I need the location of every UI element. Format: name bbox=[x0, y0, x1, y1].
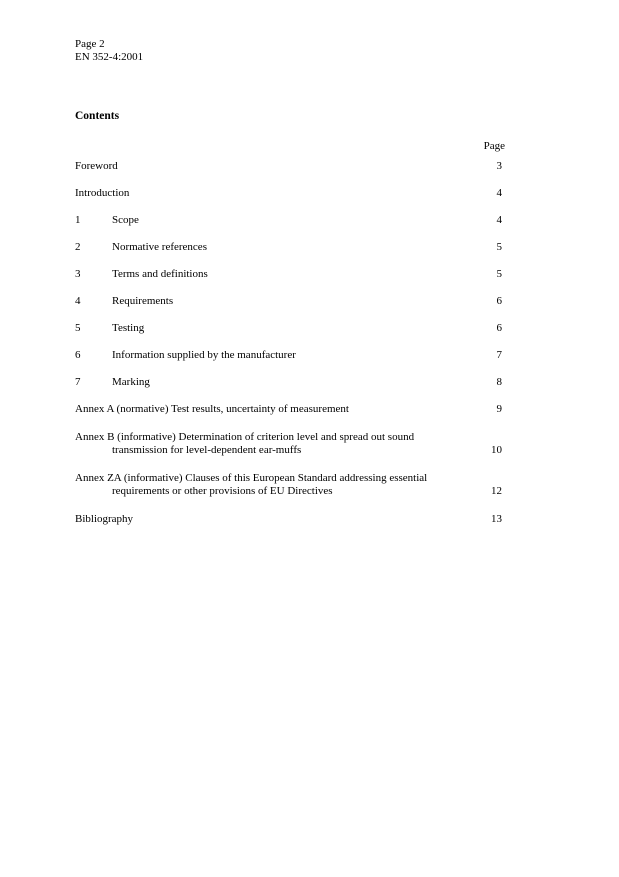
contents-title: Contents bbox=[75, 110, 120, 122]
page-number: Page 2 bbox=[75, 38, 105, 50]
toc-entry-title-line2: requirements or other provisions of EU Directives bbox=[112, 485, 333, 497]
toc-entry-annex-za[interactable] bbox=[75, 472, 504, 498]
page-header bbox=[75, 38, 143, 64]
toc-entry-title: Requirements bbox=[112, 295, 174, 307]
page-column-label: Page bbox=[483, 140, 505, 152]
toc-entry-page: 5 bbox=[496, 241, 502, 253]
toc-entry-number: 6 bbox=[75, 349, 81, 361]
toc-entry-page: 4 bbox=[496, 187, 502, 199]
toc-entry-page: 13 bbox=[491, 513, 502, 525]
toc-entry-page: 3 bbox=[496, 160, 502, 172]
toc-entry-title-line1: Annex B (informative) Determination of criterion level and spread out sound bbox=[75, 431, 415, 443]
toc-entry-title: Foreword bbox=[75, 160, 118, 172]
toc-entry-number: 1 bbox=[75, 214, 81, 226]
toc-entry-title: Scope bbox=[112, 214, 139, 226]
toc-entry-title bbox=[75, 431, 485, 457]
toc-entry-title: Testing bbox=[112, 322, 145, 334]
toc-entry-page: 6 bbox=[496, 322, 502, 334]
toc-entry-page: 10 bbox=[491, 444, 502, 456]
toc-entry-title-line2: transmission for level-dependent ear-muffs bbox=[112, 444, 302, 456]
toc-entry-number: 4 bbox=[75, 295, 81, 307]
toc-entry-number: 3 bbox=[75, 268, 81, 280]
toc-entry-number: 7 bbox=[75, 376, 81, 388]
toc-entry-page: 8 bbox=[496, 376, 502, 388]
toc-entry-page: 9 bbox=[496, 403, 502, 415]
toc-entry-title: Marking bbox=[112, 376, 150, 388]
standard-id: EN 352-4:2001 bbox=[75, 51, 144, 63]
toc-entry-page: 7 bbox=[496, 349, 502, 361]
toc-entry-title: Annex A (normative) Test results, uncertainty of measurement bbox=[75, 403, 349, 415]
toc-entry-annex-b[interactable] bbox=[75, 431, 504, 457]
toc-entry-page: 12 bbox=[491, 485, 502, 497]
toc-entry-title bbox=[75, 472, 485, 498]
toc-entry-page: 4 bbox=[496, 214, 502, 226]
toc-entry-page: 5 bbox=[496, 268, 502, 280]
toc-entry-title: Normative references bbox=[112, 241, 207, 253]
toc-entry-number: 2 bbox=[75, 241, 81, 253]
toc-entry-title: Information supplied by the manufacturer bbox=[112, 349, 296, 361]
toc-entry-title-line1: Annex ZA (informative) Clauses of this European Standard addressing essential bbox=[75, 472, 428, 484]
toc-entry-title: Terms and definitions bbox=[112, 268, 208, 280]
toc-entry-title: Bibliography bbox=[75, 513, 134, 525]
toc-entry-page: 6 bbox=[496, 295, 502, 307]
toc-entry-title: Introduction bbox=[75, 187, 130, 199]
toc-entry-number: 5 bbox=[75, 322, 81, 334]
